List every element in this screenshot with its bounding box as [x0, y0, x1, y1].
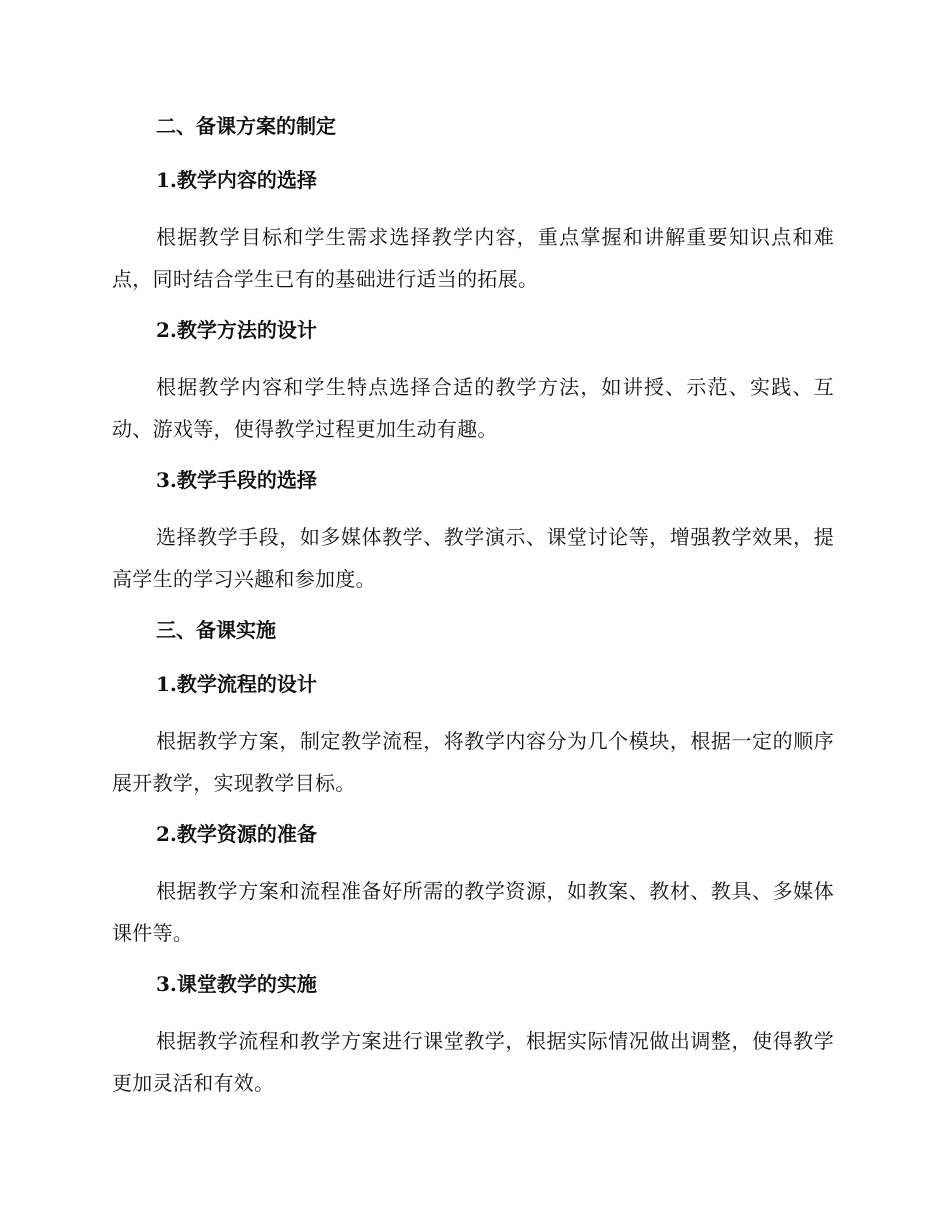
document-body [112, 108, 834, 1116]
subsection-title: 1.教学内容的选择 [156, 168, 317, 192]
subsection-title: 3.课堂教学的实施 [156, 972, 317, 996]
paragraph: 根据教学方案和流程准备好所需的教学资源，如教案、教材、教具、多媒体课件等。 [112, 879, 834, 945]
section-heading: 二、备课方案的制定 [156, 114, 336, 138]
subsection-title: 1.教学流程的设计 [156, 672, 317, 696]
paragraph: 根据教学内容和学生特点选择合适的教学方法，如讲授、示范、实践、互动、游戏等，使得教学过程更加生动有趣。 [112, 375, 834, 441]
paragraph: 根据教学目标和学生需求选择教学内容，重点掌握和讲解重要知识点和难点，同时结合学生已有的基础进行适当的拓展。 [112, 225, 834, 291]
paragraph: 根据教学方案，制定教学流程，将教学内容分为几个模块，根据一定的顺序展开教学，实现教学目标。 [112, 729, 834, 795]
section-heading: 三、备课实施 [156, 618, 276, 642]
subsection-title: 2.教学资源的准备 [156, 822, 317, 846]
paragraph: 根据教学流程和教学方案进行课堂教学，根据实际情况做出调整，使得教学更加灵活和有效。 [112, 1029, 834, 1095]
paragraph: 选择教学手段，如多媒体教学、教学演示、课堂讨论等，增强教学效果，提高学生的学习兴趣和参加度。 [112, 525, 834, 591]
subsection-title: 3.教学手段的选择 [156, 468, 317, 492]
subsection-title: 2.教学方法的设计 [156, 318, 317, 342]
